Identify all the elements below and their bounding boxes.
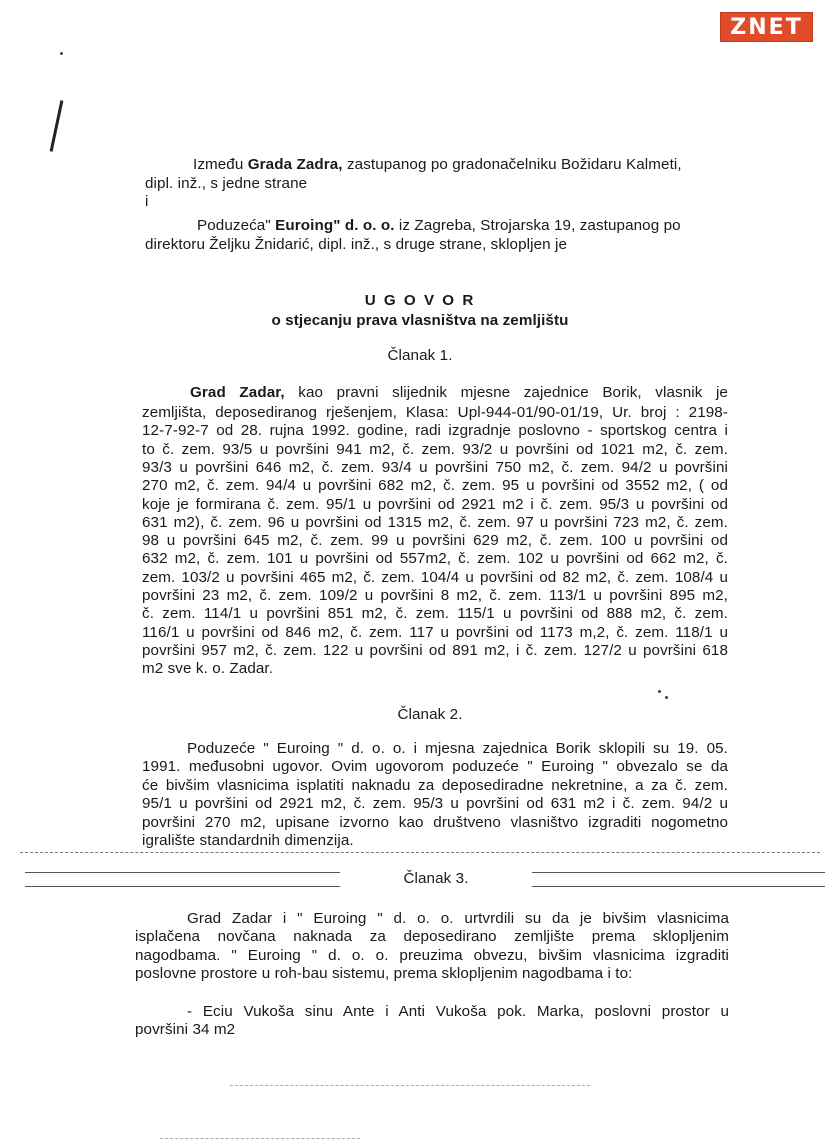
scan-line (20, 852, 820, 854)
paragraph-line: to č. zem. 93/5 u površini 941 m2, č. zem. 93/2 u površini od 1021 m2, č. zem. (142, 440, 728, 458)
pen-mark (50, 100, 64, 151)
article-1-line: kao pravni slijednik mjesne zajednice Borik, vlasnik je (284, 384, 728, 401)
paragraph-line: 98 u površini 645 m2, č. zem. 99 u površini 629 m2, č. zem. 100 u površini od (142, 532, 728, 550)
paragraph-line: 1991. međusobni ugovor. Ovim ugovorom poduzeće " Euroing " obvezalo se da (142, 758, 728, 776)
intro-line-4: Poduzeća" Euroing" d. o. o. iz Zagreba, Strojarska 19, zastupanog po (197, 217, 681, 234)
paragraph-line: koje je formirana č. zem. 95/1 u površini od 2921 m2 i č. zem. 95/3 u površini od (142, 495, 728, 513)
article-1-lead: Grad Zadar, (190, 384, 285, 401)
paragraph-line: zem. 103/2 u površini 465 m2, č. zem. 104/4 u površini od 82 m2, č. zem. 108/4 u (142, 568, 728, 586)
paragraph-line: Poduzeće " Euroing " d. o. o. i mjesna zajednica Borik sklopili su 19. 05. (187, 740, 728, 757)
intro-line-2: dipl. inž., s jedne strane (145, 175, 308, 192)
intro-line-1: Između Grada Zadra, zastupanog po gradonačelniku Božidaru Kalmeti, (193, 156, 682, 173)
paragraph-line: 93/3 u površini 646 m2, č. zem. 93/4 u površini 750 m2, č. zem. 94/2 u površini (142, 458, 728, 476)
scan-line (160, 1138, 360, 1140)
paragraph-line: m2 sve k. o. Zadar. (142, 660, 274, 678)
speck (60, 52, 63, 55)
paragraph-line: 116/1 u površini od 846 m2, č. zem. 117 u površini od 1173 m,2, č. zem. 118/1 u (142, 623, 728, 641)
list-item-line: - Eciu Vukoša sinu Ante i Anti Vukoša pok. Marka, poslovni prostor u (187, 1003, 729, 1020)
intro-line-3: i (145, 193, 149, 210)
paragraph-line: 95/1 u površini od 2921 m2, č. zem. 95/3 u površini od 631 m2 i č. zem. 94/2 u (142, 795, 728, 813)
article-3-heading: Članak 3. (340, 870, 532, 887)
paragraph-line: površini 23 m2, č. zem. 109/2 u površini 8 m2, č. zem. 113/1 u površini 895 m2, (142, 587, 728, 604)
paragraph-line: 632 m2, č. zem. 101 u površini od 557m2, č. zem. 102 u površini od 662 m2, č. (142, 550, 728, 568)
paragraph-line: isplačena novčana naknada za deposedirano zemljište prema sklopljenim (135, 928, 729, 946)
article-1-heading: Članak 1. (387, 347, 453, 364)
list-item-line: površini 34 m2 (135, 1021, 236, 1039)
paragraph-line: Grad Zadar i " Euroing " d. o. o. urtvrdili su da je bivšim vlasnicima (187, 910, 729, 927)
paragraph-line: 270 m2, č. zem. 94/4 u površini 682 m2, č. zem. 95 u površini od 3552 m2, ( od (142, 477, 728, 495)
paragraph-line: će bivšim vlasnicima isplatiti naknadu za deposediradne nekretnine, a za č. zem. (142, 776, 728, 794)
paragraph-line: č. zem. 114/1 u površini 851 m2, č. zem. 115/1 u površini od 888 m2, č. zem. (142, 605, 728, 623)
speck (665, 696, 668, 699)
paragraph-line (190, 384, 728, 401)
contract-subtitle: o stjecanju prava vlasništva na zemljištu (271, 312, 569, 329)
paragraph-line: 631 m2), č. zem. 96 u površini od 1315 m2, č. zem. 97 u površini 723 m2, č. zem. (142, 513, 728, 531)
paragraph-line: 12-7-92-7 od 28. rujna 1992. godine, radi izgradnje poslovno - sportskog centra i (142, 422, 728, 440)
paragraph-line: igralište standardnih dimenzija. (142, 832, 354, 849)
article-2-heading: Članak 2. (397, 706, 463, 723)
znet-logo: ZNET (720, 12, 813, 42)
speck (658, 690, 661, 693)
paragraph-line: zemljišta, deposediranog rješenjem, Klasa: Upl-944-01/90-01/19, Ur. broj : 2198- (142, 404, 728, 421)
paragraph-line: nagodbama. " Euroing " d. o. o. preuzima obvezu, bivšim vlasnicima izgraditi (135, 946, 729, 964)
scan-line (230, 1085, 590, 1087)
contract-title: U G O V O R (364, 292, 476, 309)
paragraph-line: površini 270 m2, upisane izvorno kao društveno vlasništvo izgraditi nogometno (142, 813, 728, 831)
intro-line-5: direktoru Željku Žnidarić, dipl. inž., s druge strane, sklopljen je (145, 236, 568, 253)
paragraph-line: poslovne prostore u roh-bau sistemu, prema sklopljenim nagodbama i to: (135, 965, 633, 983)
paragraph-line: površini 957 m2, č. zem. 122 u površini od 891 m2, i č. zem. 127/2 u površini 618 (142, 641, 728, 659)
